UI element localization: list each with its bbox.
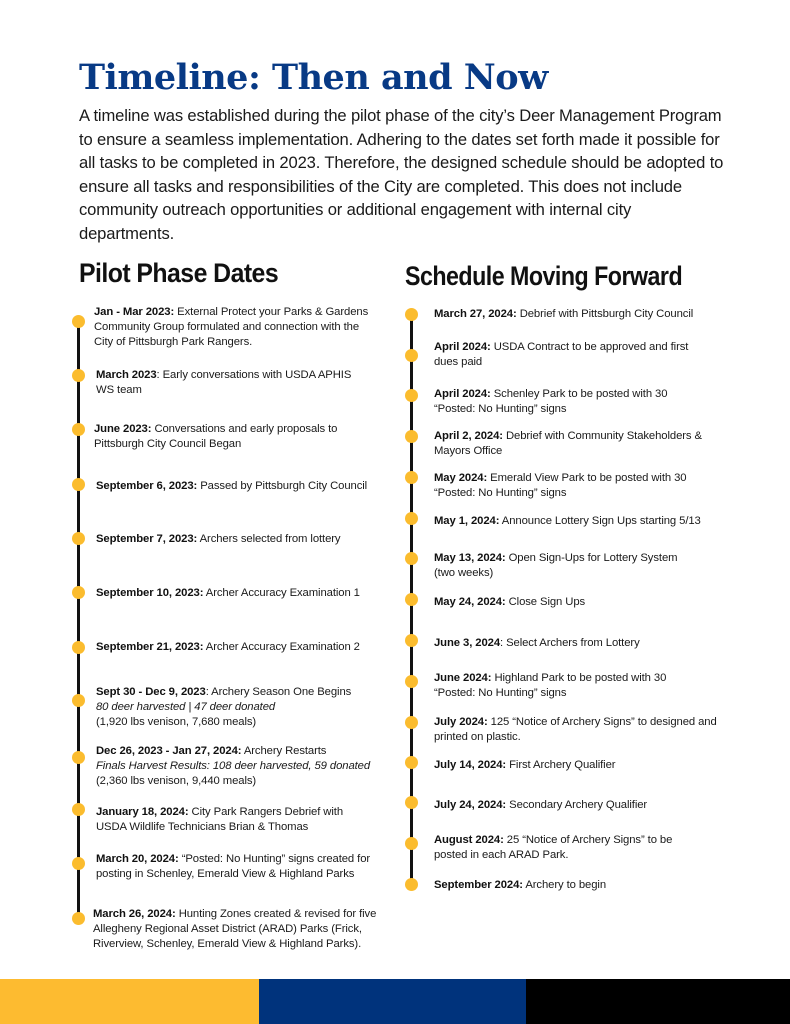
schedule-entry (434, 514, 734, 529)
schedule-entry (434, 833, 704, 863)
schedule-entry-date: August 2024: (434, 834, 504, 846)
footer-band-black (526, 979, 790, 1024)
schedule-entry (434, 595, 734, 610)
pilot-entry-date: Sept 30 - Dec 9, 2023 (96, 686, 206, 698)
schedule-entry-date: March 27, 2024: (434, 308, 517, 320)
pilot-phase-heading: Pilot Phase Dates (79, 258, 279, 288)
pilot-entry (93, 907, 378, 953)
schedule-entry-text: Archery to begin (522, 879, 606, 891)
schedule-dot-icon (405, 716, 418, 729)
pilot-entry-text: Archer Accuracy Examination 2 (203, 641, 360, 653)
schedule-entry-text: Announce Lottery Sign Ups starting 5/13 (499, 515, 701, 527)
schedule-heading: Schedule Moving Forward (405, 261, 683, 291)
footer-band-blue (259, 979, 526, 1024)
schedule-entry-date: April 2, 2024: (434, 430, 503, 442)
schedule-entry (434, 387, 709, 417)
schedule-entry-date: July 24, 2024: (434, 799, 507, 811)
schedule-entry (434, 636, 734, 651)
pilot-entry (96, 805, 361, 835)
page-title: Timeline: Then and Now (79, 57, 548, 98)
schedule-dot-icon (405, 389, 418, 402)
pilot-entry (96, 479, 386, 494)
pilot-dot-icon (72, 912, 85, 925)
pilot-entry-harvest: 80 deer harvested | 47 deer donated (96, 701, 276, 714)
schedule-dot-icon (405, 552, 418, 565)
pilot-entry-date: September 7, 2023: (96, 533, 198, 545)
schedule-dot-icon (405, 593, 418, 606)
schedule-entry-text: Highland Park to be posted with 30 “Posted: No Hunting” signs (434, 672, 667, 700)
schedule-entry-text: 125 “Notice of Archery Signs” to designed and printed on plastic. (434, 716, 717, 744)
schedule-dot-icon (405, 430, 418, 443)
schedule-dot-icon (405, 837, 418, 850)
schedule-entry-date: June 3, 2024 (434, 637, 500, 649)
schedule-entry-text: Secondary Archery Qualifier (506, 799, 648, 811)
schedule-dot-icon (405, 796, 418, 809)
pilot-entry-text: Passed by Pittsburgh City Council (197, 480, 368, 492)
pilot-entry-text: Hunting Zones created & revised for five Allegheny Regional Asset District (ARAD) Parks (Frick, Riverview, Schenley, Emerald View & Highland Parks). (93, 908, 377, 951)
pilot-entry (96, 640, 386, 655)
pilot-entry-date: September 6, 2023: (96, 480, 198, 492)
schedule-entry-text: Emerald View Park to be posted with 30 “Posted: No Hunting” signs (434, 472, 687, 500)
pilot-dot-icon (72, 532, 85, 545)
pilot-dot-icon (72, 641, 85, 654)
schedule-entry-text: Close Sign Ups (505, 596, 586, 608)
schedule-entry-text: Debrief with Pittsburgh City Council (516, 308, 694, 320)
pilot-entry-text: City Park Rangers Debrief with USDA Wildlife Technicians Brian & Thomas (96, 806, 343, 834)
schedule-entry (434, 471, 709, 501)
pilot-entry-text: Archery Restarts (241, 745, 327, 757)
schedule-entry-date: July 14, 2024: (434, 759, 507, 771)
pilot-entry (96, 532, 386, 547)
pilot-entry-text: “Posted: No Hunting” signs created for posting in Schenley, Emerald View & Highland Parks (96, 853, 371, 881)
schedule-entry (434, 715, 719, 745)
pilot-entry-date: January 18, 2024: (96, 806, 189, 818)
pilot-entry (96, 685, 386, 731)
pilot-entry-venison: (2,360 lbs venison, 9,440 meals) (96, 775, 257, 788)
schedule-entry (434, 758, 734, 773)
schedule-entry-text: : Select Archers from Lottery (500, 637, 640, 649)
schedule-entry (434, 429, 724, 459)
schedule-entry (434, 307, 734, 322)
schedule-entry-date: June 2024: (434, 672, 492, 684)
pilot-entry-text: Conversations and early proposals to Pittsburgh City Council Began (94, 423, 338, 451)
schedule-entry-text: Schenley Park to be posted with 30 “Posted: No Hunting” signs (434, 388, 668, 416)
schedule-entry-date: April 2024: (434, 341, 491, 353)
schedule-entry-text: Debrief with Community Stakeholders & Mayors Office (434, 430, 702, 458)
schedule-dot-icon (405, 675, 418, 688)
pilot-dot-icon (72, 586, 85, 599)
pilot-entry-venison: (1,920 lbs venison, 7,680 meals) (96, 716, 257, 729)
pilot-entry-text: Archer Accuracy Examination 1 (203, 587, 360, 599)
schedule-entry (434, 340, 709, 370)
schedule-entry-date: April 2024: (434, 388, 491, 400)
schedule-entry (434, 671, 709, 701)
schedule-entry-date: May 13, 2024: (434, 552, 506, 564)
pilot-entry-harvest: Finals Harvest Results: 108 deer harvested, 59 donated (96, 760, 371, 773)
schedule-dot-icon (405, 634, 418, 647)
pilot-entry-date: September 10, 2023: (96, 587, 204, 599)
schedule-entry-text: First Archery Qualifier (506, 759, 616, 771)
pilot-entry (94, 422, 354, 452)
pilot-dot-icon (72, 369, 85, 382)
pilot-entry-date: September 21, 2023: (96, 641, 204, 653)
schedule-entry-date: May 2024: (434, 472, 488, 484)
schedule-entry (434, 798, 734, 813)
pilot-dot-icon (72, 803, 85, 816)
pilot-entry (96, 852, 374, 882)
schedule-dot-icon (405, 878, 418, 891)
pilot-entry-date: March 2023 (96, 369, 157, 381)
schedule-entry-date: September 2024: (434, 879, 523, 891)
pilot-entry (94, 305, 379, 351)
pilot-dot-icon (72, 478, 85, 491)
pilot-dot-icon (72, 751, 85, 764)
schedule-dot-icon (405, 349, 418, 362)
schedule-entry-text: Open Sign-Ups for Lottery System (two weeks) (434, 552, 678, 580)
intro-paragraph: A timeline was established during the pilot phase of the city’s Deer Management Program to ensure a seamless implementation. Adhering to the dates set forth made it possible for all tasks to be completed in 2023. Therefore, the designed schedule should be adopted to ensure all tasks and responsibilities of the City are completed. This does not include community outreach opportunities or additional engagement with internal city departments. (79, 106, 724, 243)
pilot-entry-text: Archers selected from lottery (197, 533, 341, 545)
schedule-dot-icon (405, 756, 418, 769)
pilot-entry-date: March 20, 2024: (96, 853, 179, 865)
pilot-entry-text: External Protect your Parks & Gardens Community Group formulated and connection with the City of Pittsburgh Park Rangers. (94, 306, 369, 349)
schedule-entry (434, 551, 694, 581)
schedule-entry-text: 25 “Notice of Archery Signs” to be posted in each ARAD Park. (434, 834, 673, 862)
footer-band-gold (0, 979, 259, 1024)
pilot-entry-date: Dec 26, 2023 - Jan 27, 2024: (96, 745, 242, 757)
schedule-dot-icon (405, 512, 418, 525)
pilot-entry-date: March 26, 2024: (93, 908, 176, 920)
schedule-entry-date: May 24, 2024: (434, 596, 506, 608)
pilot-entry (96, 744, 386, 790)
pilot-entry (96, 368, 368, 398)
schedule-entry-date: July 2024: (434, 716, 488, 728)
schedule-entry (434, 878, 734, 893)
pilot-dot-icon (72, 857, 85, 870)
schedule-entry-text: USDA Contract to be approved and first dues paid (434, 341, 689, 369)
schedule-dot-icon (405, 308, 418, 321)
pilot-entry (96, 586, 386, 601)
pilot-dot-icon (72, 694, 85, 707)
pilot-entry-text: : Archery Season One Begins (205, 686, 352, 698)
pilot-entry-date: Jan - Mar 2023: (94, 306, 175, 318)
pilot-dot-icon (72, 315, 85, 328)
pilot-timeline-line (77, 322, 80, 918)
pilot-entry-text: : Early conversations with USDA APHIS WS team (96, 369, 352, 397)
schedule-dot-icon (405, 471, 418, 484)
schedule-entry-date: May 1, 2024: (434, 515, 500, 527)
pilot-entry-date: June 2023: (94, 423, 152, 435)
pilot-dot-icon (72, 423, 85, 436)
